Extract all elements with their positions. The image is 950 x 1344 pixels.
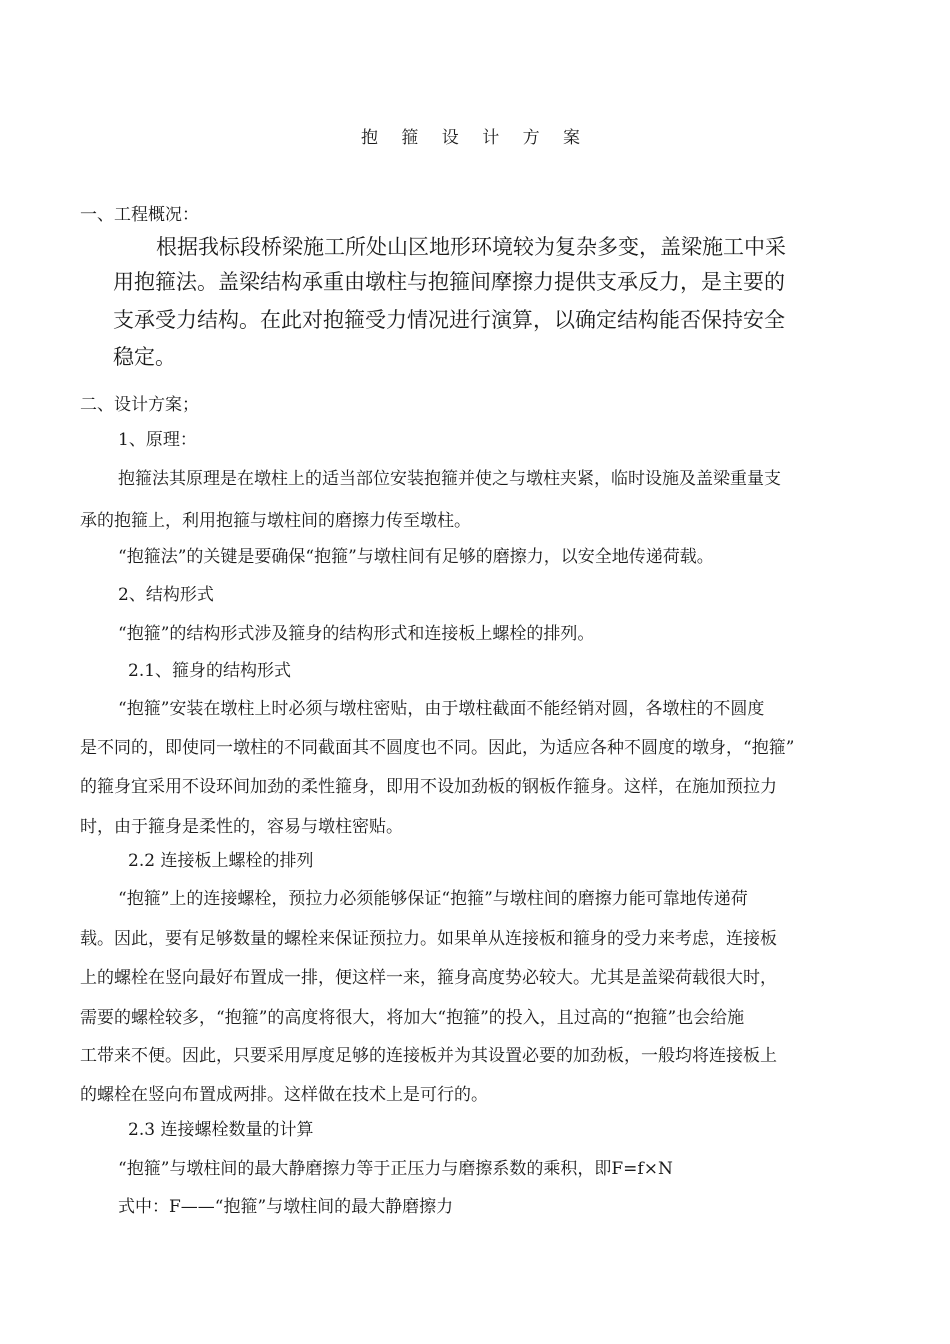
- hoop-body-heading: 2.1、箍身的结构形式: [128, 661, 292, 681]
- principle-line-1: 抱箍法其原理是在墩柱上的适当部位安装抱箍并使之与墩柱夹紧，临时设施及盖梁重量支: [118, 469, 781, 489]
- bolt-count-line-1: “抱箍”与墩柱间的最大静磨擦力等于正压力与磨擦系数的乘积，即F=f×N: [118, 1159, 673, 1179]
- hoop-body-line-1: “抱箍”安装在墩柱上时必须与墩柱密贴，由于墩柱截面不能经销对圆，各墩柱的不圆度: [118, 699, 765, 719]
- hoop-body-line-2: 是不同的，即使同一墩柱的不同截面其不圆度也不同。因此，为适应各种不圆度的墩身，“抱箍”: [80, 738, 795, 758]
- principle-heading: 1、原理：: [118, 430, 197, 450]
- bolt-arrangement-line-1: “抱箍”上的连接螺栓，预拉力必须能够保证“抱箍”与墩柱间的磨擦力能可靠地传递荷: [118, 889, 748, 909]
- bolt-arrangement-line-4: 需要的螺栓较多，“抱箍”的高度将很大，将加大“抱箍”的投入，且过高的“抱箍”也会给施: [80, 1008, 745, 1028]
- bolt-arrangement-line-3: 上的螺栓在竖向最好布置成一排，便这样一来，箍身高度势必较大。尤其是盖梁荷载很大时，: [80, 968, 777, 988]
- bolt-arrangement-line-2: 载。因此，要有足够数量的螺栓来保证预拉力。如果单从连接板和箍身的受力来考虑，连接板: [80, 929, 777, 949]
- structure-line: “抱箍”的结构形式涉及箍身的结构形式和连接板上螺栓的排列。: [118, 624, 595, 644]
- bolt-arrangement-heading: 2.2 连接板上螺栓的排列: [128, 851, 314, 871]
- hoop-body-line-4: 时，由于箍身是柔性的，容易与墩柱密贴。: [80, 817, 403, 837]
- overview-line-1: 根据我标段桥梁施工所处山区地形环境较为复杂多变，盖梁施工中采: [156, 235, 786, 259]
- section2-heading: 二、设计方案；: [80, 395, 199, 415]
- principle-line-3: “抱箍法”的关键是要确保“抱箍”与墩柱间有足够的磨擦力，以安全地传递荷载。: [118, 547, 714, 567]
- document-title: 抱 箍 设 计 方 案: [360, 128, 590, 148]
- hoop-body-line-3: 的箍身宜采用不设环间加劲的柔性箍身，即用不设加劲板的钢板作箍身。这样，在施加预拉力: [80, 777, 777, 797]
- bolt-arrangement-line-5: 工带来不便。因此，只要采用厚度足够的连接板并为其设置必要的加劲板，一般均将连接板上: [80, 1046, 777, 1066]
- overview-line-4: 稳定。: [113, 345, 176, 369]
- overview-line-2: 用抱箍法。盖梁结构承重由墩柱与抱箍间摩擦力提供支承反力，是主要的: [113, 270, 785, 294]
- bolt-count-line-2: 式中：F——“抱箍”与墩柱间的最大静磨擦力: [118, 1197, 454, 1217]
- principle-line-2: 承的抱箍上，利用抱箍与墩柱间的磨擦力传至墩柱。: [80, 511, 471, 531]
- bolt-arrangement-line-6: 的螺栓在竖向布置成两排。这样做在技术上是可行的。: [80, 1085, 488, 1105]
- overview-line-3: 支承受力结构。在此对抱箍受力情况进行演算，以确定结构能否保持安全: [113, 308, 785, 332]
- bolt-count-heading: 2.3 连接螺栓数量的计算: [128, 1120, 314, 1140]
- section1-heading: 一、工程概况：: [80, 205, 199, 225]
- structure-heading: 2、结构形式: [118, 585, 214, 605]
